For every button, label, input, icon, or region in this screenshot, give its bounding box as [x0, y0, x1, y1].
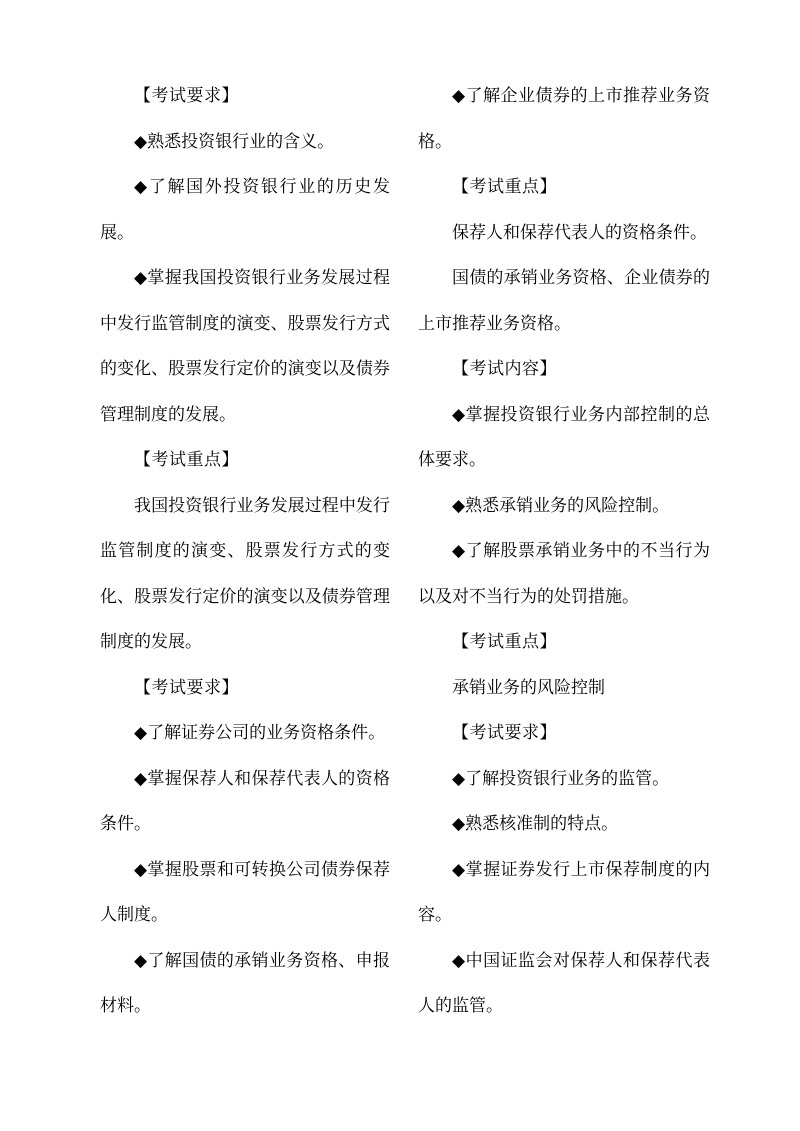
requirement-item: ◆熟悉核准制的特点。	[452, 814, 619, 834]
section-heading: 【考试重点】	[452, 177, 557, 197]
requirement-item: ◆掌握我国投资银行业务发展过程中发行监管制度的演变、股票发行方式的变化、股票发行定价的演变以及债券管理制度的发展。	[100, 268, 390, 425]
section-heading: 【考试要求】	[452, 723, 557, 743]
requirement-item: ◆熟悉承销业务的风险控制。	[452, 495, 670, 516]
right-column	[418, 74, 710, 1030]
requirement-item: ◆掌握证券发行上市保荐制度的内容。	[418, 859, 710, 925]
requirement-item: ◆中国证监会对保荐人和保荐代表人的监管。	[418, 950, 710, 1016]
body-paragraph: 国债的承销业务资格、企业债券的上市推荐业务资格。	[418, 268, 710, 334]
requirement-item: ◆了解企业债券的上市推荐业务资格。	[418, 86, 710, 152]
requirement-item: ◆了解投资银行业务的监管。	[452, 768, 670, 789]
body-paragraph: 保荐人和保荐代表人的资格条件。	[452, 222, 707, 243]
requirement-item: ◆掌握股票和可转换公司债券保荐人制度。	[100, 859, 390, 925]
requirement-item: ◆熟悉投资银行业的含义。	[134, 131, 335, 152]
section-heading: 【考试要求】	[134, 677, 239, 698]
body-paragraph: 我国投资银行业务发展过程中发行监管制度的演变、股票发行方式的变化、股票发行定价的演变以及债券管理制度的发展。	[100, 495, 390, 652]
left-column	[100, 74, 390, 1030]
section-heading: 【考试重点】	[452, 632, 557, 652]
requirement-item: ◆了解股票承销业务中的不当行为以及对不当行为的处罚措施。	[418, 541, 710, 607]
section-heading: 【考试重点】	[134, 450, 239, 470]
section-heading: 【考试内容】	[452, 359, 557, 379]
section-heading: 【考试要求】	[134, 86, 239, 106]
requirement-item: ◆了解证券公司的业务资格条件。	[134, 723, 386, 743]
requirement-item: ◆掌握投资银行业务内部控制的总体要求。	[418, 404, 710, 470]
requirement-item: ◆了解国外投资银行业的历史发展。	[100, 177, 390, 243]
requirement-item: ◆掌握保荐人和保荐代表人的资格条件。	[100, 768, 390, 834]
requirement-item: ◆了解国债的承销业务资格、申报材料。	[100, 950, 390, 1016]
body-paragraph: 承销业务的风险控制	[452, 677, 605, 698]
